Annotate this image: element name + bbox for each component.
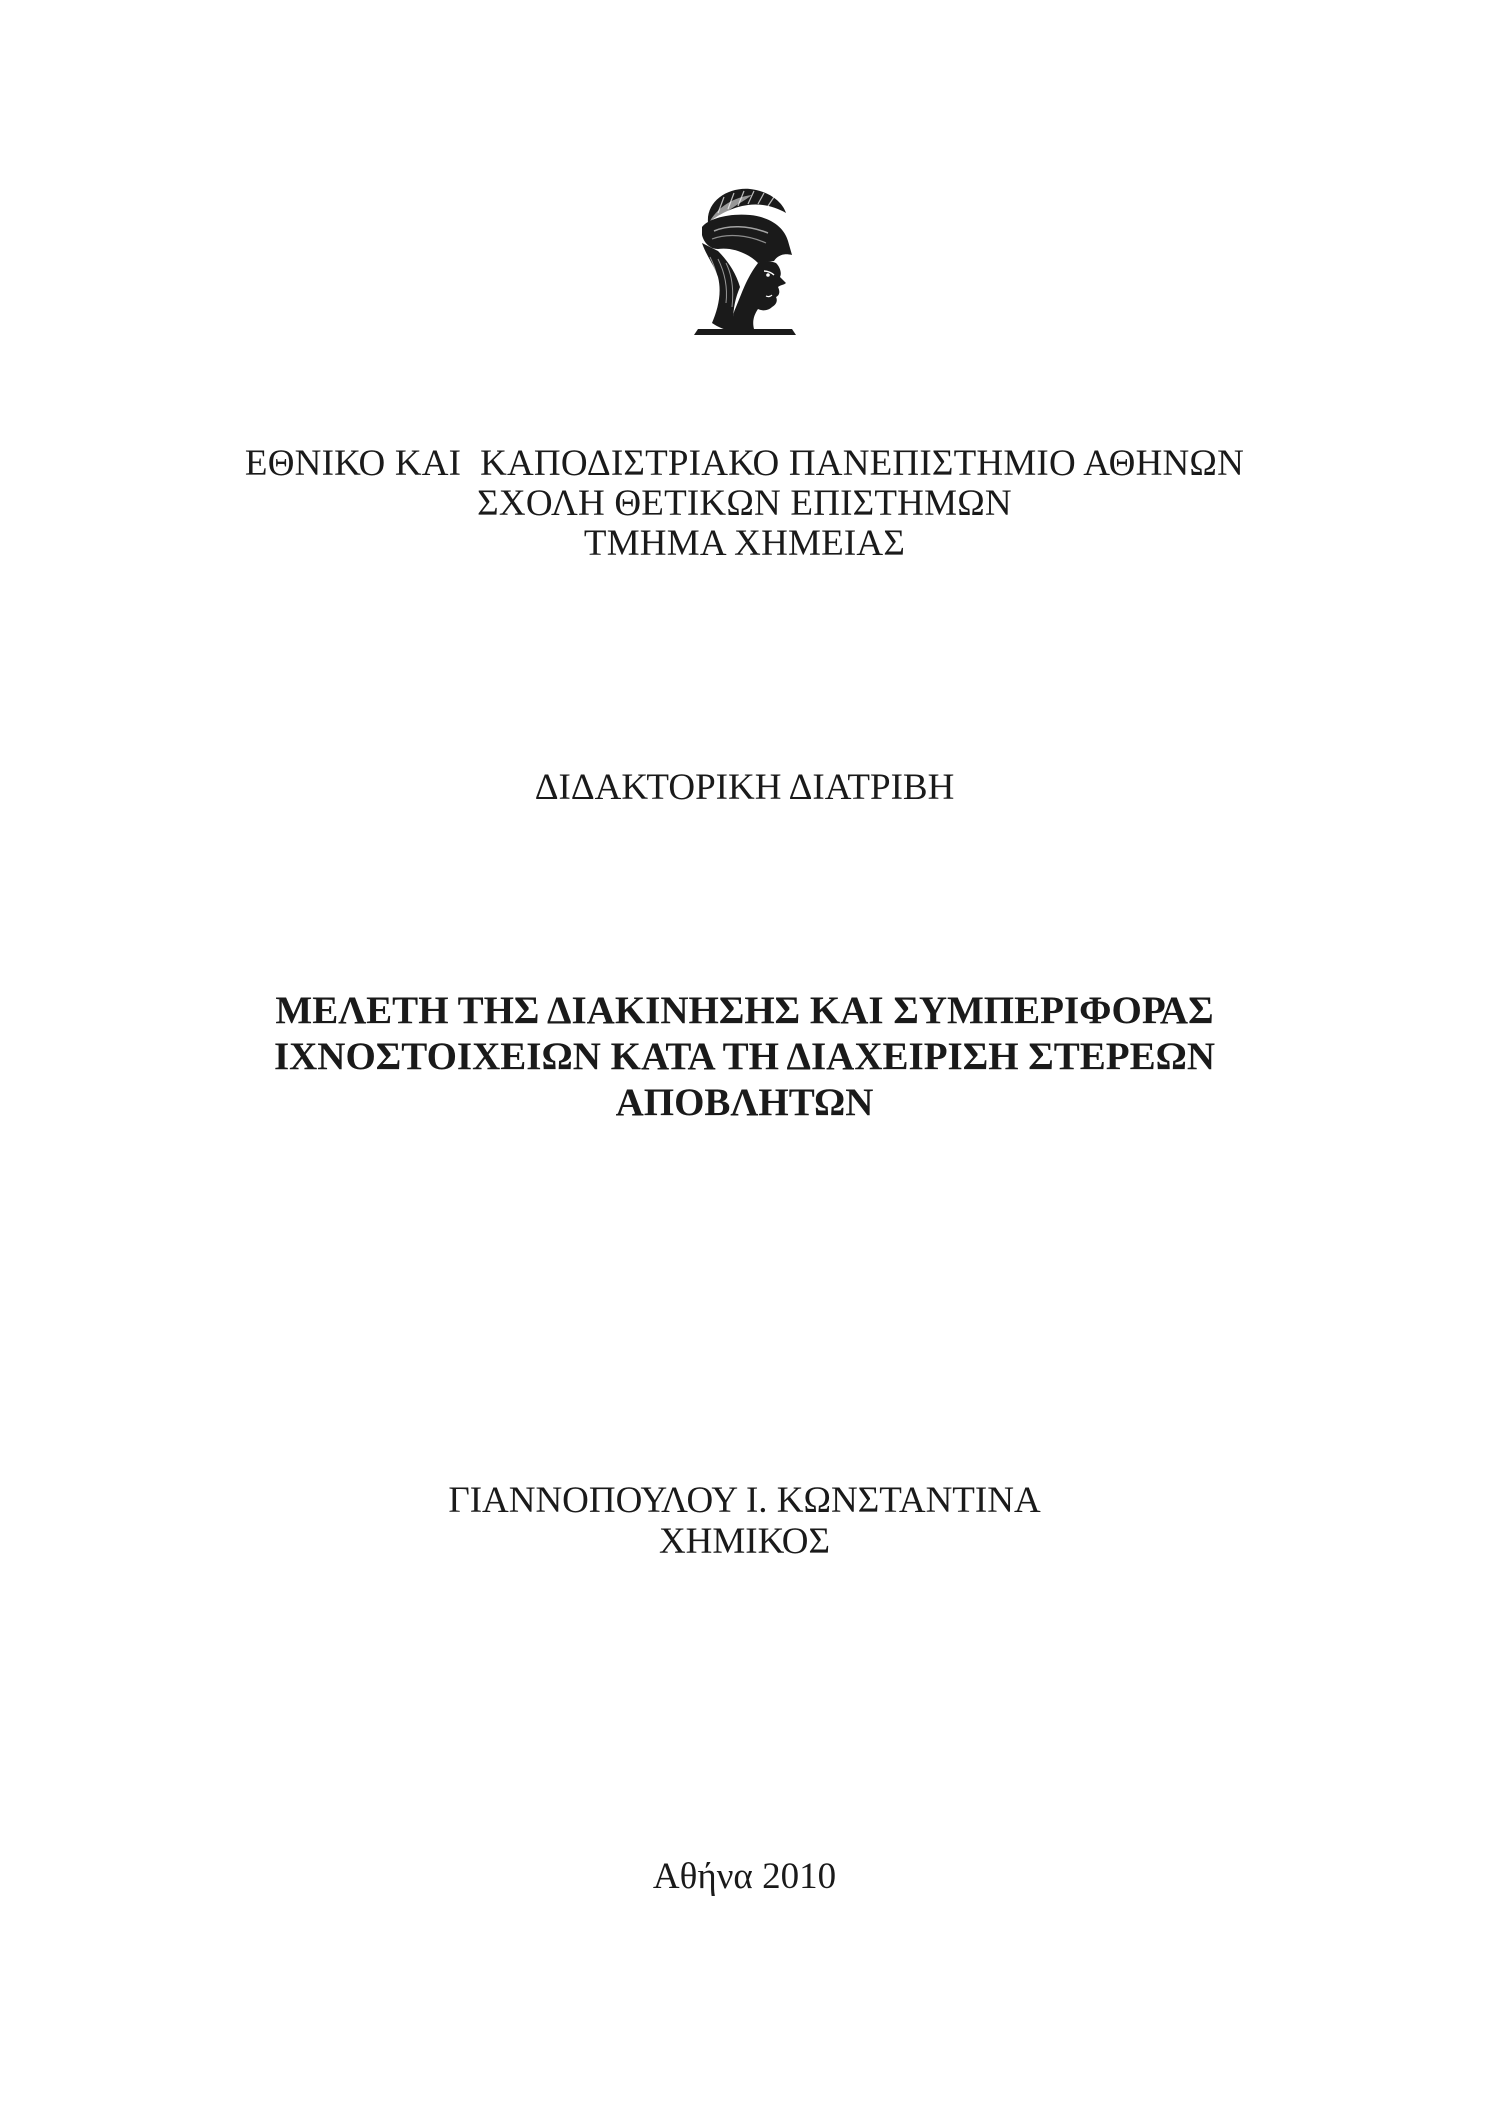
school-name: ΣΧΟΛΗ ΘΕΤΙΚΩΝ ΕΠΙΣΤΗΜΩΝ — [477, 483, 1012, 524]
author-block — [0, 1480, 1489, 1562]
thesis-title-line-2: ΙΧΝΟΣΤΟΙΧΕΙΩΝ ΚΑΤΑ ΤΗ ΔΙΑΧΕΙΡΙΣΗ ΣΤΕΡΕΩΝ — [273, 1035, 1216, 1078]
university-name: ΕΘΝΙΚΟ ΚΑΙ ΚΑΠΟΔΙΣΤΡΙΑΚΟ ΠΑΝΕΠΙΣΤΗΜΙΟ ΑΘΗΝΩΝ — [244, 443, 1245, 484]
athena-helmet-emblem-icon — [688, 183, 802, 335]
thesis-title-line-3: ΑΠΟΒΛΗΤΩΝ — [615, 1081, 874, 1124]
place-and-year — [0, 1857, 1489, 1897]
author-name: ΓΙΑΝΝΟΠΟΥΛΟΥ Ι. ΚΩΝΣΤΑΝΤΙΝΑ — [448, 1480, 1041, 1521]
thesis-title — [0, 988, 1489, 1126]
department-name: ΤΜΗΜΑ ΧΗΜΕΙΑΣ — [583, 523, 906, 564]
place-year-text: Αθήνα 2010 — [652, 1856, 837, 1897]
thesis-title-line-1: ΜΕΛΕΤΗ ΤΗΣ ΔΙΑΚΙΝΗΣΗΣ ΚΑΙ ΣΥΜΠΕΡΙΦΟΡΑΣ — [275, 989, 1214, 1032]
author-profession: ΧΗΜΙΚΟΣ — [658, 1521, 831, 1562]
document-type — [0, 768, 1489, 808]
institution-header — [0, 444, 1489, 564]
document-type-label: ΔΙΔΑΚΤΟΡΙΚΗ ΔΙΑΤΡΙΒΗ — [534, 767, 955, 808]
